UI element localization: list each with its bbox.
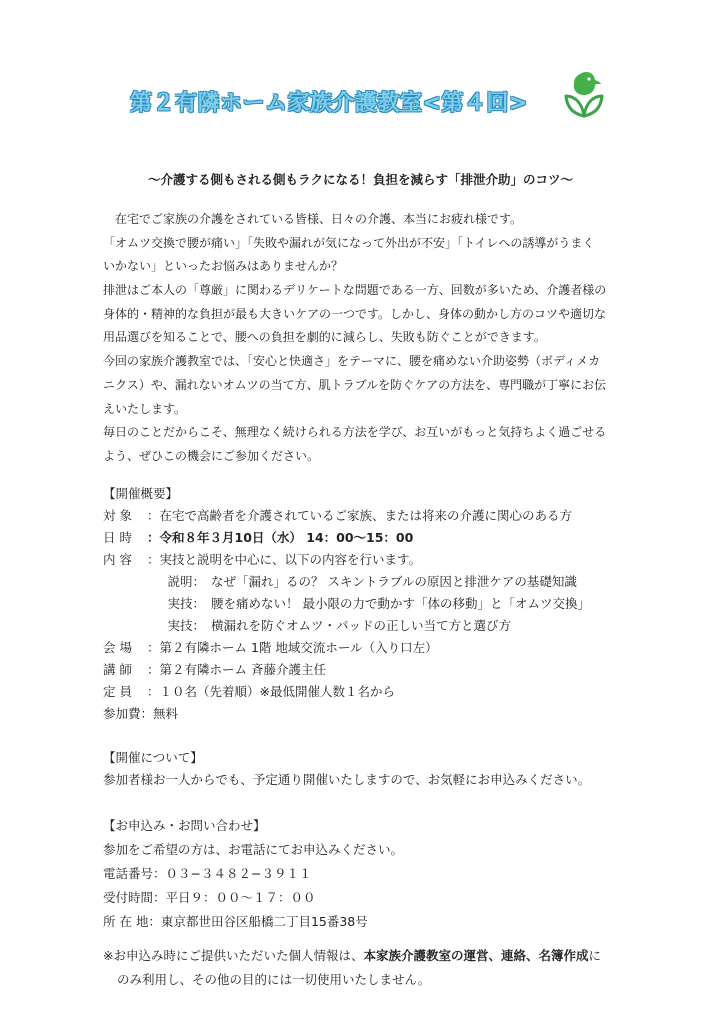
lecturer-value: ：第２有隣ホーム 斉藤介護主任 [147, 662, 326, 677]
phone-number: 電話番号：０３−３４８２−３９１１ [103, 866, 312, 881]
venue-row [103, 637, 590, 659]
content-label: 内 容 [103, 552, 132, 567]
fee-label: 参加費 [103, 706, 141, 721]
privacy-line2: のみ利用し、その他の目的には一切使用いたしません。 [117, 972, 431, 987]
target-label: 対 象 [103, 508, 132, 523]
intro-line: 在宅でご家族の介護をされている皆様、日々の介護、本当にお疲れ様です。 [115, 212, 523, 226]
target-value: ：在宅で高齢者を介護されているご家族、または将来の介護に関心のある方 [147, 508, 573, 523]
address-row [103, 910, 403, 934]
subtitle: 〜介護する側もされる側もラクになる！負担を減らす「排泄介助」のコツ〜 [148, 172, 574, 187]
address-value: ：東京都世田谷区船橋二丁目15番38号 [148, 914, 368, 929]
intro-line: いかない」といったお悩みはありませんか？ [103, 259, 344, 274]
intro-line: 排泄はご本人の「尊厳」に関わるデリケートな問題である一方、回数が多いため、介護者様の [103, 283, 607, 298]
content-row [103, 549, 590, 571]
fee-row [103, 703, 590, 725]
reception-hours: 受付時間：平日９：００〜１７：００ [103, 890, 316, 905]
address-label: 所 在 地 [103, 914, 149, 929]
intro-line: えいたします。 [103, 401, 187, 416]
content-item [103, 593, 590, 615]
date-row [103, 527, 590, 549]
content-item [103, 571, 590, 593]
content-item-label: 実技： [167, 618, 205, 633]
intro-line: ニクス）や、漏れないオムツの当て方、肌トラブルを防ぐケアの方法を、専門職が丁寧にお伝 [103, 377, 607, 392]
content-item-label: 実技： [167, 596, 205, 611]
fee-value: ：無料 [140, 706, 179, 721]
privacy-prefix: ※お申込み時にご提供いただいた個人情報は、 [103, 948, 364, 963]
date-value: ：令和８年３月10日（水） 14：00〜15：00 [147, 530, 414, 545]
content-item-text: なぜ「漏れ」るの？ スキントラブルの原因と排泄ケアの基礎知識 [211, 574, 577, 589]
contact-heading: 【お申込み・お問い合わせ】 [103, 818, 266, 833]
contact-lead: 参加をご希望の方は、お電話にてお申込みください。 [103, 842, 404, 857]
intro-line: 身体的・精神的な負担が最も大きいケアの一つです。しかし、身体の動かし方のコツや適切な [103, 306, 607, 321]
intro-line: 毎日のことだからこそ、無理なく続けられる方法を学び、お互いがもっと気持ちよく過ごせる [103, 425, 607, 440]
about-heading: 【開催について】 [103, 750, 203, 765]
contact-section [103, 814, 403, 934]
privacy-bold: 本家族介護教室の運営、連絡、名簿作成 [363, 948, 589, 963]
privacy-note [103, 944, 601, 992]
content-item-text: 腰を痛めない！ 最小限の力で動かす「体の移動」と「オムツ交換」 [211, 596, 590, 611]
content-item [103, 615, 590, 637]
intro-line: よう、ぜひこの機会にご参加ください。 [103, 448, 320, 463]
lecturer-row [103, 659, 590, 681]
content-value: ：実技と説明を中心に、以下の内容を行います。 [147, 552, 422, 567]
about-text: 参加者様お一人からでも、予定通り開催いたしますので、お気軽にお申込みください。 [103, 772, 591, 787]
venue-value: ：第２有隣ホーム 1階 地域交流ホール（入り口左） [147, 640, 438, 655]
bird-leaf-logo-icon [560, 66, 608, 124]
date-label: 日 時 [103, 530, 132, 545]
venue-label: 会 場 [103, 640, 132, 655]
capacity-label: 定 員 [103, 684, 132, 699]
target-row [103, 505, 590, 527]
lecturer-label: 講 師 [103, 662, 132, 677]
intro-line: 今回の家族介護教室では、「安心と快適さ」をテーマに、腰を痛めない介助姿勢（ボディメカ [103, 354, 601, 369]
privacy-suffix: に [588, 948, 602, 963]
intro-line: 「オムツ交換で腰が痛い」「失敗や漏れが気になって外出が不安」「トイレへの誘導がうまく [103, 235, 595, 250]
content-item-label: 説明： [167, 574, 205, 589]
intro-line: 用品選びを知ることで、腰への負担を劇的に減らし、失敗も防ぐことができます。 [103, 330, 546, 345]
capacity-value: ：１０名（先着順）※最低開催人数１名から [147, 684, 395, 699]
page-title: 第２有隣ホーム家族介護教室<第４回> [130, 91, 528, 116]
content-item-text: 横漏れを防ぐオムツ・パッドの正しい当て方と選び方 [211, 618, 512, 633]
capacity-row [103, 681, 590, 703]
overview-heading: 【開催概要】 [103, 486, 179, 501]
intro-paragraph [103, 208, 623, 469]
overview-section [103, 483, 590, 725]
about-section [103, 747, 590, 791]
